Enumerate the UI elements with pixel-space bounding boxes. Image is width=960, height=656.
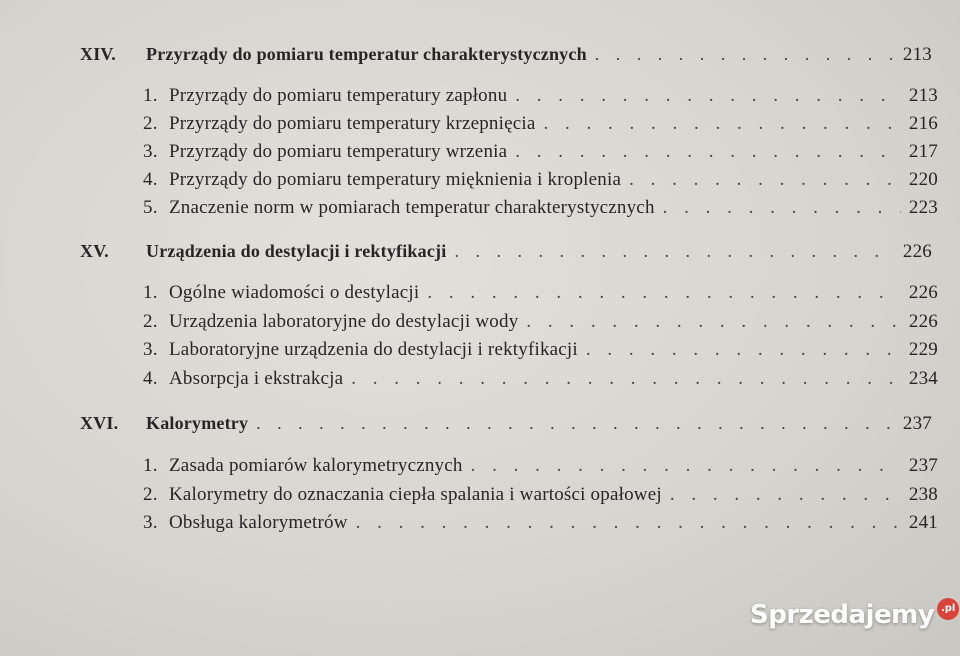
dot-leader	[586, 339, 901, 361]
dot-leader	[543, 113, 900, 135]
section-entry	[143, 484, 938, 506]
dot-leader	[427, 282, 901, 304]
page-number: 217	[908, 141, 938, 162]
dot-leader	[256, 413, 895, 434]
entry-title: Przyrządy do pomiaru temperatury mięknienia i kroplenia	[169, 169, 622, 190]
page-number: 226	[908, 282, 938, 303]
page-number: 223	[908, 197, 938, 218]
watermark-badge: .pl	[937, 598, 959, 620]
dot-leader	[663, 197, 901, 219]
dot-leader	[595, 44, 895, 65]
entry-title: Laboratoryjne urządzenia do destylacji i rektyfikacji	[169, 339, 578, 360]
watermark	[750, 598, 959, 632]
dot-leader	[471, 455, 901, 477]
entry-title: Kalorymetry	[146, 413, 249, 433]
chapter-heading	[80, 44, 932, 66]
entry-number: XVI.	[80, 413, 119, 433]
dot-leader	[515, 85, 901, 107]
entry-title: Przyrządy do pomiaru temperatur charakterystycznych	[146, 44, 587, 64]
entry-title: Zasada pomiarów kalorymetrycznych	[169, 455, 463, 476]
section-entry	[143, 113, 938, 135]
entry-title: Przyrządy do pomiaru temperatury wrzenia	[169, 141, 508, 162]
entry-number: 3.	[143, 141, 158, 162]
page-number: 226	[908, 311, 938, 332]
section-entry	[143, 282, 938, 304]
page-number: 213	[902, 44, 932, 65]
entry-number: 1.	[143, 85, 158, 106]
dot-leader	[515, 141, 901, 163]
entry-number: 1.	[143, 455, 158, 476]
entry-number: 2.	[143, 484, 158, 505]
page-number: 234	[908, 368, 938, 389]
entry-number: 2.	[143, 311, 158, 332]
entry-title: Urządzenia do destylacji i rektyfikacji	[146, 241, 447, 261]
entry-title: Absorpcja i ekstrakcja	[169, 368, 344, 389]
page-number: 213	[908, 85, 938, 106]
section-entry	[143, 455, 938, 477]
entry-number: 1.	[143, 282, 158, 303]
dot-leader	[351, 368, 901, 390]
entry-number: 5.	[143, 197, 158, 218]
page-number: 226	[902, 241, 932, 262]
chapter-heading	[80, 413, 932, 435]
entry-number: 3.	[143, 512, 158, 533]
section-entry	[143, 368, 938, 390]
page-number: 229	[908, 339, 938, 360]
page-number: 241	[908, 512, 938, 533]
entry-number: XV.	[80, 241, 109, 261]
page-number: 237	[902, 413, 932, 434]
page-number: 238	[908, 484, 938, 505]
entry-number: 2.	[143, 113, 158, 134]
entry-number: 4.	[143, 368, 158, 389]
chapter-heading	[80, 241, 932, 263]
page-number: 216	[908, 113, 938, 134]
entry-title: Ogólne wiadomości o destylacji	[169, 282, 420, 303]
page-number: 220	[908, 169, 938, 190]
entry-number: XIV.	[80, 44, 116, 64]
section-entry	[143, 85, 938, 107]
dot-leader	[356, 512, 901, 534]
entry-number: 3.	[143, 339, 158, 360]
section-entry	[143, 197, 938, 219]
dot-leader	[670, 484, 901, 506]
dot-leader	[629, 169, 901, 191]
entry-title: Przyrządy do pomiaru temperatury krzepnięcia	[169, 113, 536, 134]
entry-number: 4.	[143, 169, 158, 190]
section-entry	[143, 512, 938, 534]
entry-title: Kalorymetry do oznaczania ciepła spalania i wartości opałowej	[169, 484, 662, 505]
watermark-logo: Sprzedajemy	[750, 600, 935, 630]
entry-title: Znaczenie norm w pomiarach temperatur charakterystycznych	[169, 197, 655, 218]
section-entry	[143, 141, 938, 163]
page-number: 237	[908, 455, 938, 476]
entry-title: Urządzenia laboratoryjne do destylacji wody	[169, 311, 519, 332]
entry-title: Przyrządy do pomiaru temperatury zapłonu	[169, 85, 508, 106]
dot-leader	[454, 241, 894, 262]
dot-leader	[526, 311, 900, 333]
section-entry	[143, 311, 938, 333]
section-entry	[143, 169, 938, 191]
entry-title: Obsługa kalorymetrów	[169, 512, 348, 533]
section-entry	[143, 339, 938, 361]
